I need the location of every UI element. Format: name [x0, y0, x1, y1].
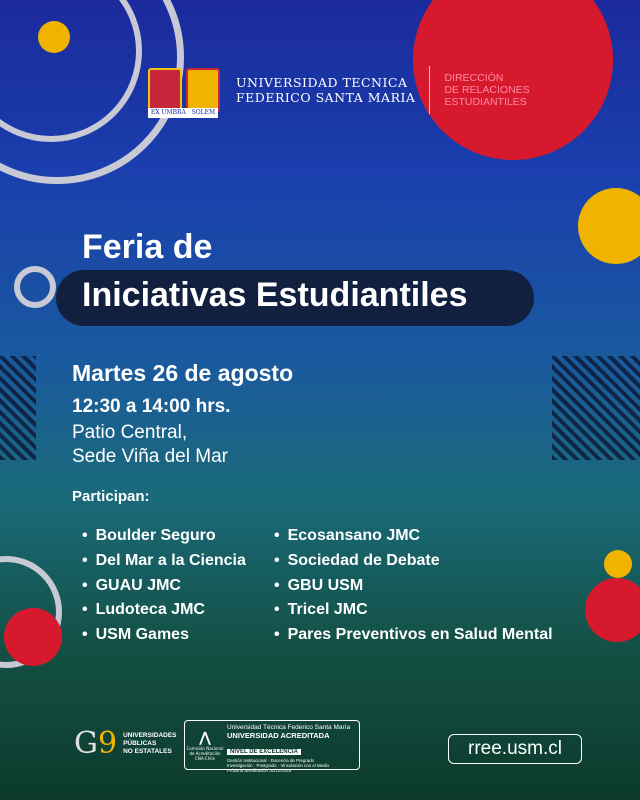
g9-mark: G9: [74, 726, 118, 761]
website-url[interactable]: rree.usm.cl: [448, 734, 582, 764]
crest-motto-right: SOLEM: [191, 109, 216, 116]
event-date: Martes 26 de agosto: [72, 360, 294, 386]
participants-heading: Participan:: [72, 488, 150, 505]
accreditation-areas-line1: Gestión Institucional · Docencia de Pregrado: [227, 758, 315, 763]
event-place-line2: Sede Viña del Mar: [72, 446, 228, 467]
decor-hatch-right: [552, 356, 640, 460]
accreditation-areas-line2: Investigación · Postgrado · Vinculación con el Medio: [227, 763, 329, 769]
cna-name: [187, 746, 224, 761]
accreditation-university: Universidad Técnica Federico Santa María: [227, 724, 351, 731]
decor-circle-yellow-right: [578, 188, 640, 264]
decor-hatch-left: [0, 356, 36, 460]
participants-list-column1: [82, 524, 246, 648]
crest-motto-banner: [148, 108, 218, 118]
university-crest-right: [186, 68, 220, 112]
list-item: • Pares Preventivos en Salud Mental: [274, 623, 553, 648]
decor-dot-yellow-bottom-right: [604, 550, 632, 578]
cna-logo: [185, 721, 225, 769]
accreditation-badge: [184, 720, 360, 774]
department-line1: DIRECCIÓN: [444, 72, 504, 84]
list-item: • Sociedad de Debate: [274, 549, 553, 574]
list-item: • Ludoteca JMC: [82, 598, 246, 623]
header: [148, 66, 530, 114]
university-name-line2: FEDERICO SANTA MARIA: [236, 90, 416, 105]
accreditation-next: Próxima acreditación 30/12/2028: [227, 768, 292, 774]
g9-text-line2: PÚBLICAS: [123, 739, 157, 747]
list-item: • GUAU JMC: [82, 574, 246, 599]
department-name: [444, 72, 529, 108]
list-item: • GBU USM: [274, 574, 553, 599]
title-line2: Iniciativas Estudiantiles: [82, 276, 468, 314]
accreditation-status: UNIVERSIDAD ACREDITADA: [227, 731, 330, 740]
accreditation-level: NIVEL DE EXCELENCIA: [227, 749, 301, 755]
event-place-line1: Patio Central,: [72, 422, 188, 443]
department-line2: DE RELACIONES: [444, 84, 530, 96]
list-item: • Tricel JMC: [274, 598, 553, 623]
cna-name-line3: CNA-Chile: [195, 755, 215, 761]
decor-ring-grey-left: [14, 266, 56, 308]
university-crest-left: [148, 68, 182, 112]
university-name: [236, 75, 415, 105]
g9-text-line1: UNIVERSIDADES: [123, 731, 177, 739]
event-place: [72, 421, 228, 469]
participants-list-column2: [274, 524, 553, 648]
university-name-line1: UNIVERSIDAD TECNICA: [236, 75, 408, 90]
list-item: • Del Mar a la Ciencia: [82, 549, 246, 574]
list-item: • Boulder Seguro: [82, 524, 246, 549]
department-line3: ESTUDIANTILES: [444, 96, 527, 108]
g9-logo: [74, 726, 177, 761]
cna-name-line1: Comisión Nacional: [186, 745, 224, 751]
decor-circle-red-bottom-right: [585, 578, 640, 642]
decor-dot-yellow-top-left: [38, 21, 70, 53]
decor-circle-red-bottom-left: [4, 608, 62, 666]
crest-motto-left: EX UMBRA: [150, 109, 186, 116]
event-time: 12:30 a 14:00 hrs.: [72, 396, 231, 417]
g9-text: [123, 732, 176, 756]
list-item: • USM Games: [82, 623, 246, 648]
accreditation-text: [225, 721, 359, 774]
cna-name-line2: de Acreditación: [189, 750, 221, 756]
title-line1: Feria de: [82, 228, 213, 266]
header-divider: [429, 66, 430, 114]
cna-icon: ⋀: [199, 729, 211, 746]
g9-text-line3: NO ESTATALES: [123, 747, 172, 755]
list-item: • Ecosansano JMC: [274, 524, 553, 549]
